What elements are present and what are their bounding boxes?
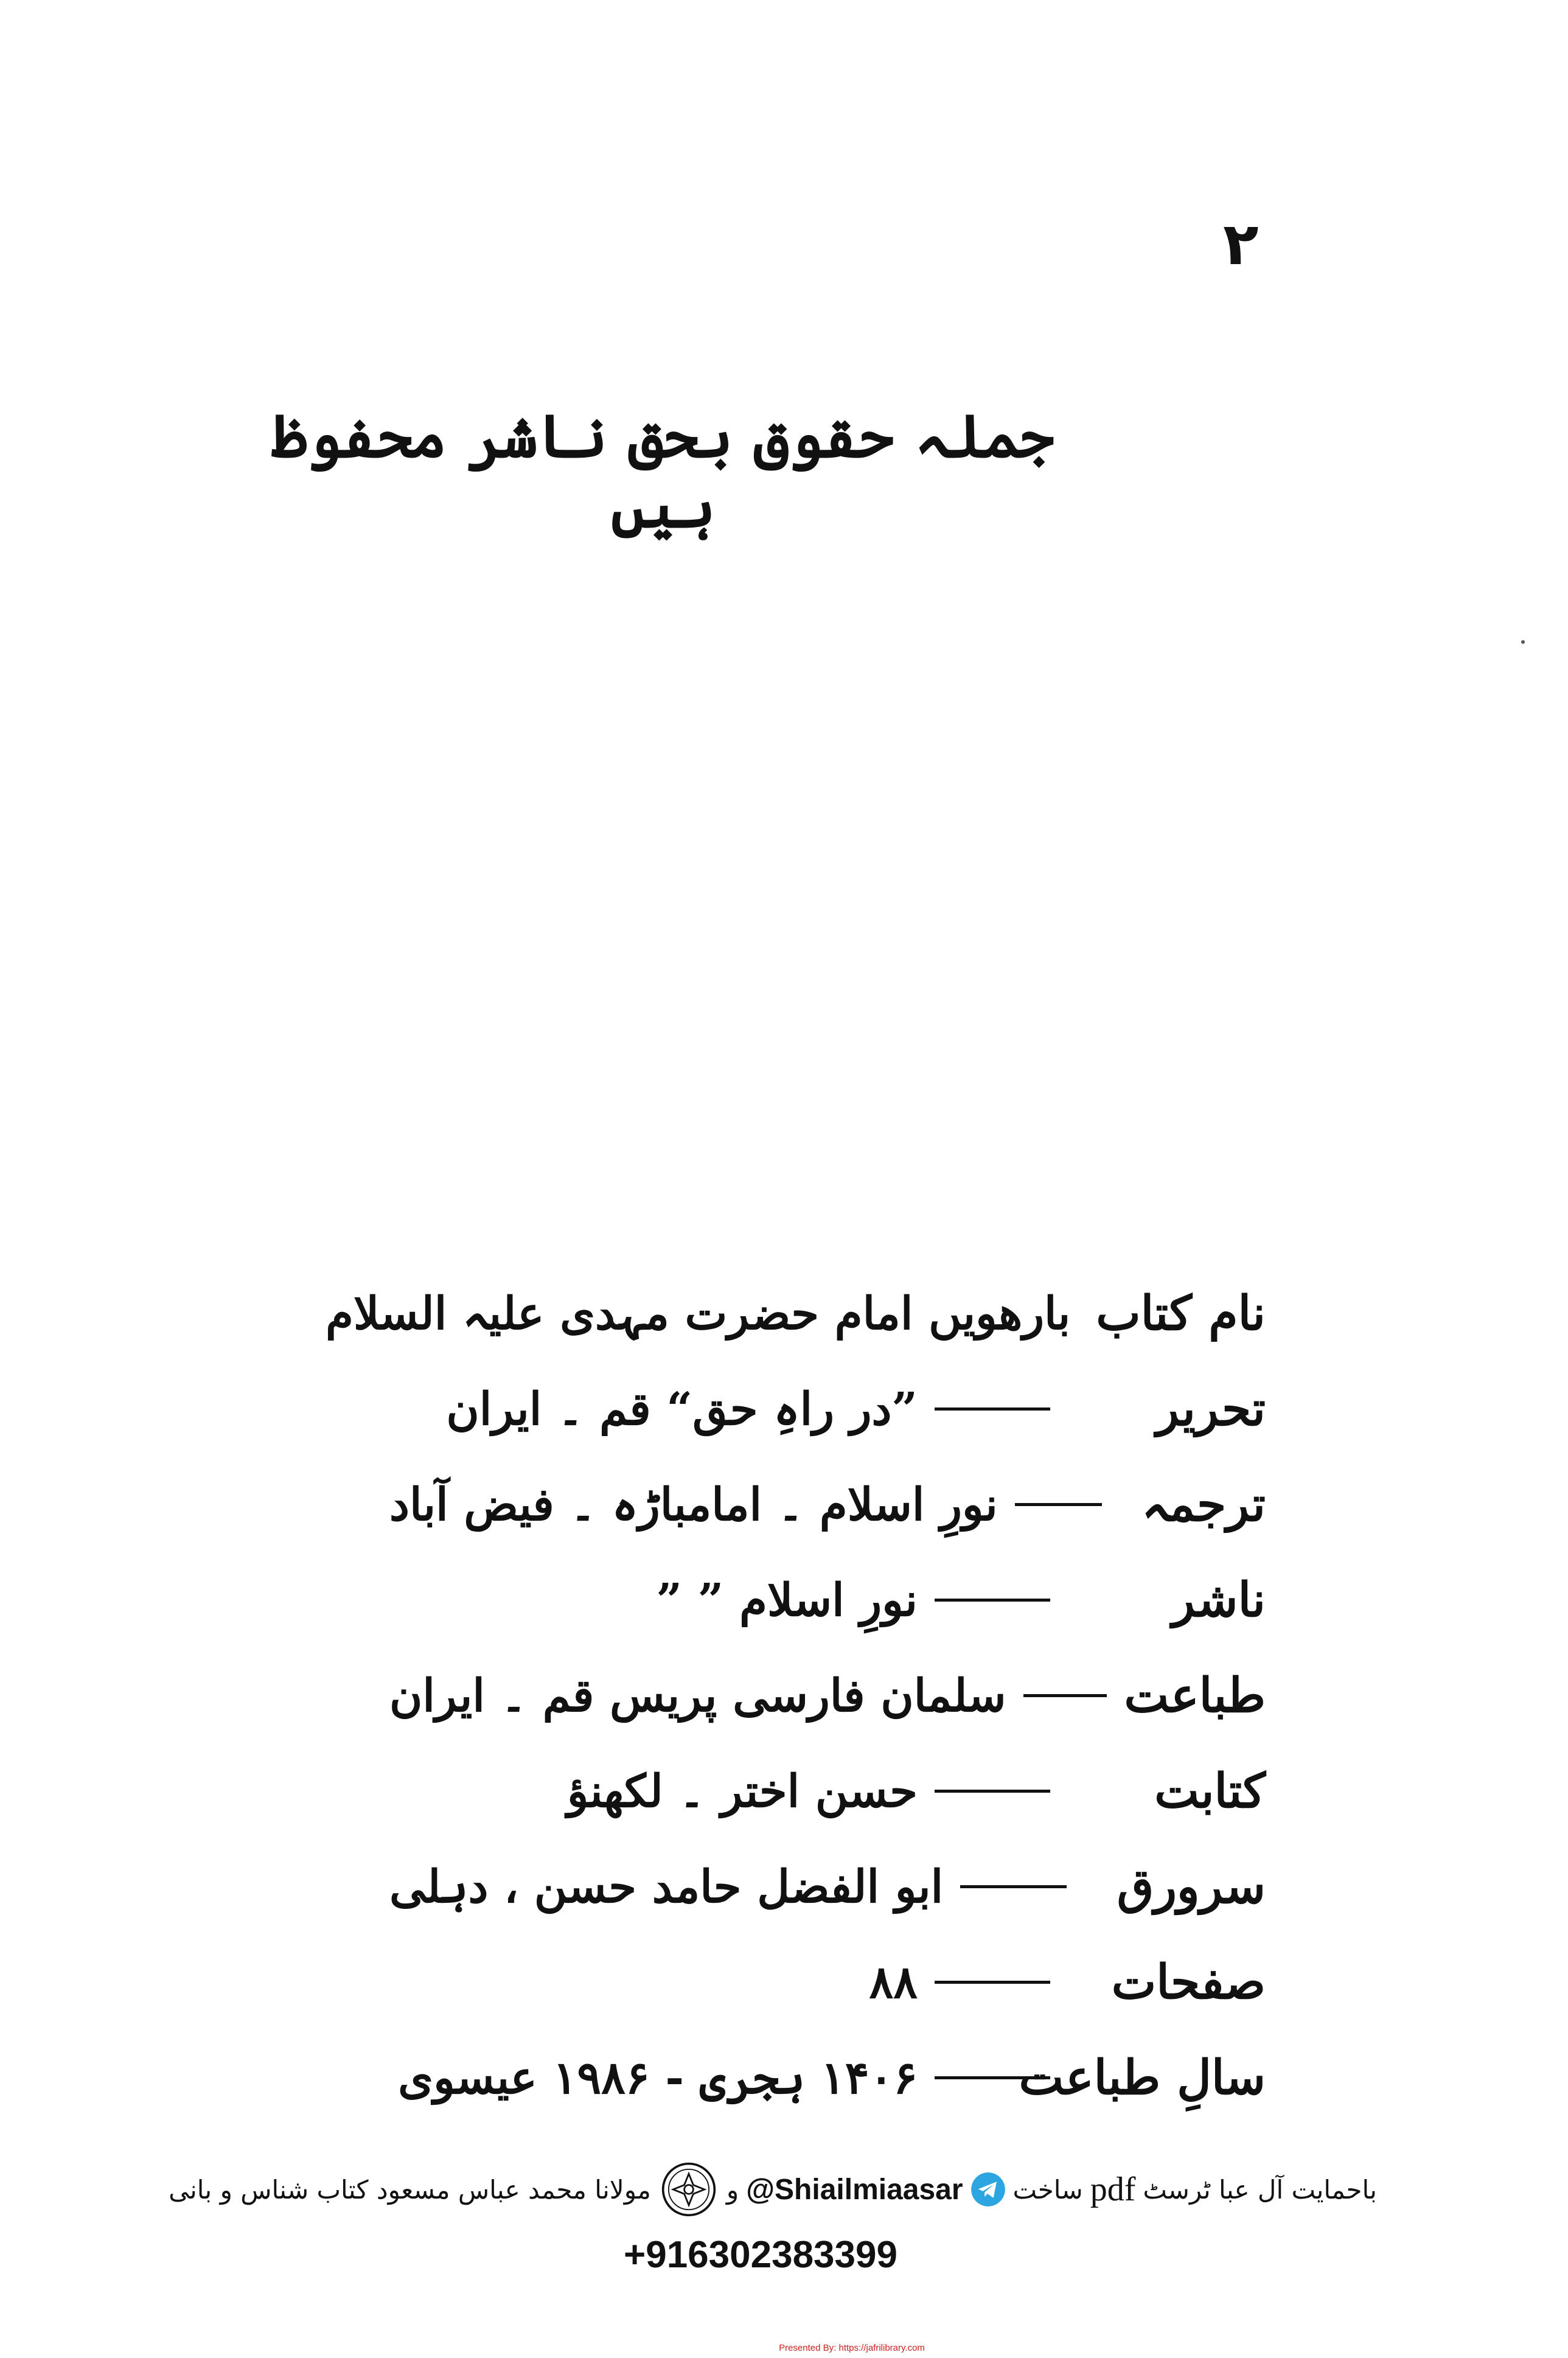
credit-connector: و (726, 2174, 739, 2205)
phone-number[interactable]: +916302383399 (624, 2234, 897, 2276)
footer-credit (164, 2159, 1381, 2220)
detail-label: ناشر (1172, 1572, 1266, 1628)
presented-by-link[interactable]: Presented By: https://jafrilibrary.com (779, 2343, 925, 2353)
detail-label: کتابت (1154, 1763, 1266, 1819)
dash-divider (935, 1790, 1050, 1793)
detail-row-book-name (326, 1266, 1266, 1361)
pdf-text: pdf (1090, 2171, 1136, 2208)
detail-value: ۸۸ (869, 1956, 918, 2009)
detail-label: نام کتاب (1096, 1286, 1266, 1341)
detail-value: نورِ اسلام ۔ امامباڑہ ۔ فیض آباد (389, 1478, 998, 1531)
dash-divider (935, 2076, 1050, 2079)
detail-label: صفحات (1111, 1955, 1266, 2010)
detail-row-printing (389, 1648, 1266, 1743)
book-details (326, 1266, 1266, 2126)
detail-value: ”در راہِ حق“ قم ۔ ایران (446, 1383, 918, 1435)
detail-row-pages (389, 1934, 1266, 2030)
detail-row-writer (389, 1361, 1266, 1457)
detail-row-translation (389, 1457, 1266, 1552)
detail-value: ۱۴۰۶ ہجری - ۱۹۸۶ عیسوی (398, 2051, 918, 2104)
detail-value: بارھویں امام حضرت مہدی علیہ السلام (326, 1287, 1071, 1340)
scan-speck (1521, 640, 1525, 644)
detail-label: ترجمہ (1141, 1477, 1266, 1532)
detail-row-cover (389, 1839, 1266, 1934)
copyright-notice: جملہ حقوق بحق ناشر محفوظ ہیں (272, 402, 1054, 542)
dash-divider (935, 1599, 1050, 1602)
social-handle[interactable]: @Shiailmiaasar (746, 2173, 963, 2206)
institute-seal-icon (661, 2161, 717, 2217)
support-text: باحمایت آل عبا ٹرسٹ (1143, 2174, 1377, 2205)
detail-value: سلمان فارسی پریس قم ۔ ایران (389, 1669, 1006, 1722)
detail-row-calligraphy (389, 1743, 1266, 1839)
credit-prefix: مولانا محمد عباس مسعود کتاب شناس و بانی (169, 2174, 651, 2205)
dash-divider (1023, 1694, 1107, 1697)
detail-label: سرورق (1117, 1859, 1266, 1914)
telegram-icon[interactable] (970, 2172, 1006, 2207)
dash-divider (935, 1407, 1050, 1411)
detail-label: تحریر (1156, 1381, 1266, 1437)
dash-divider (1015, 1503, 1102, 1506)
detail-row-year (389, 2030, 1266, 2126)
detail-label: طباعت (1124, 1668, 1266, 1723)
detail-label: سالِ طباعت (1019, 2050, 1266, 2105)
detail-row-publisher (389, 1552, 1266, 1648)
dash-divider (935, 1981, 1050, 1984)
dash-divider (960, 1885, 1067, 1888)
made-text: ساخت (1012, 2174, 1083, 2205)
detail-value: حسن اختر ۔ لکھنؤ (566, 1765, 918, 1818)
detail-value: نورِ اسلام ” ” (656, 1574, 918, 1627)
page-number: ۲ (1223, 210, 1259, 278)
detail-value: ابو الفضل حامد حسن ، دہلی (389, 1860, 944, 1913)
